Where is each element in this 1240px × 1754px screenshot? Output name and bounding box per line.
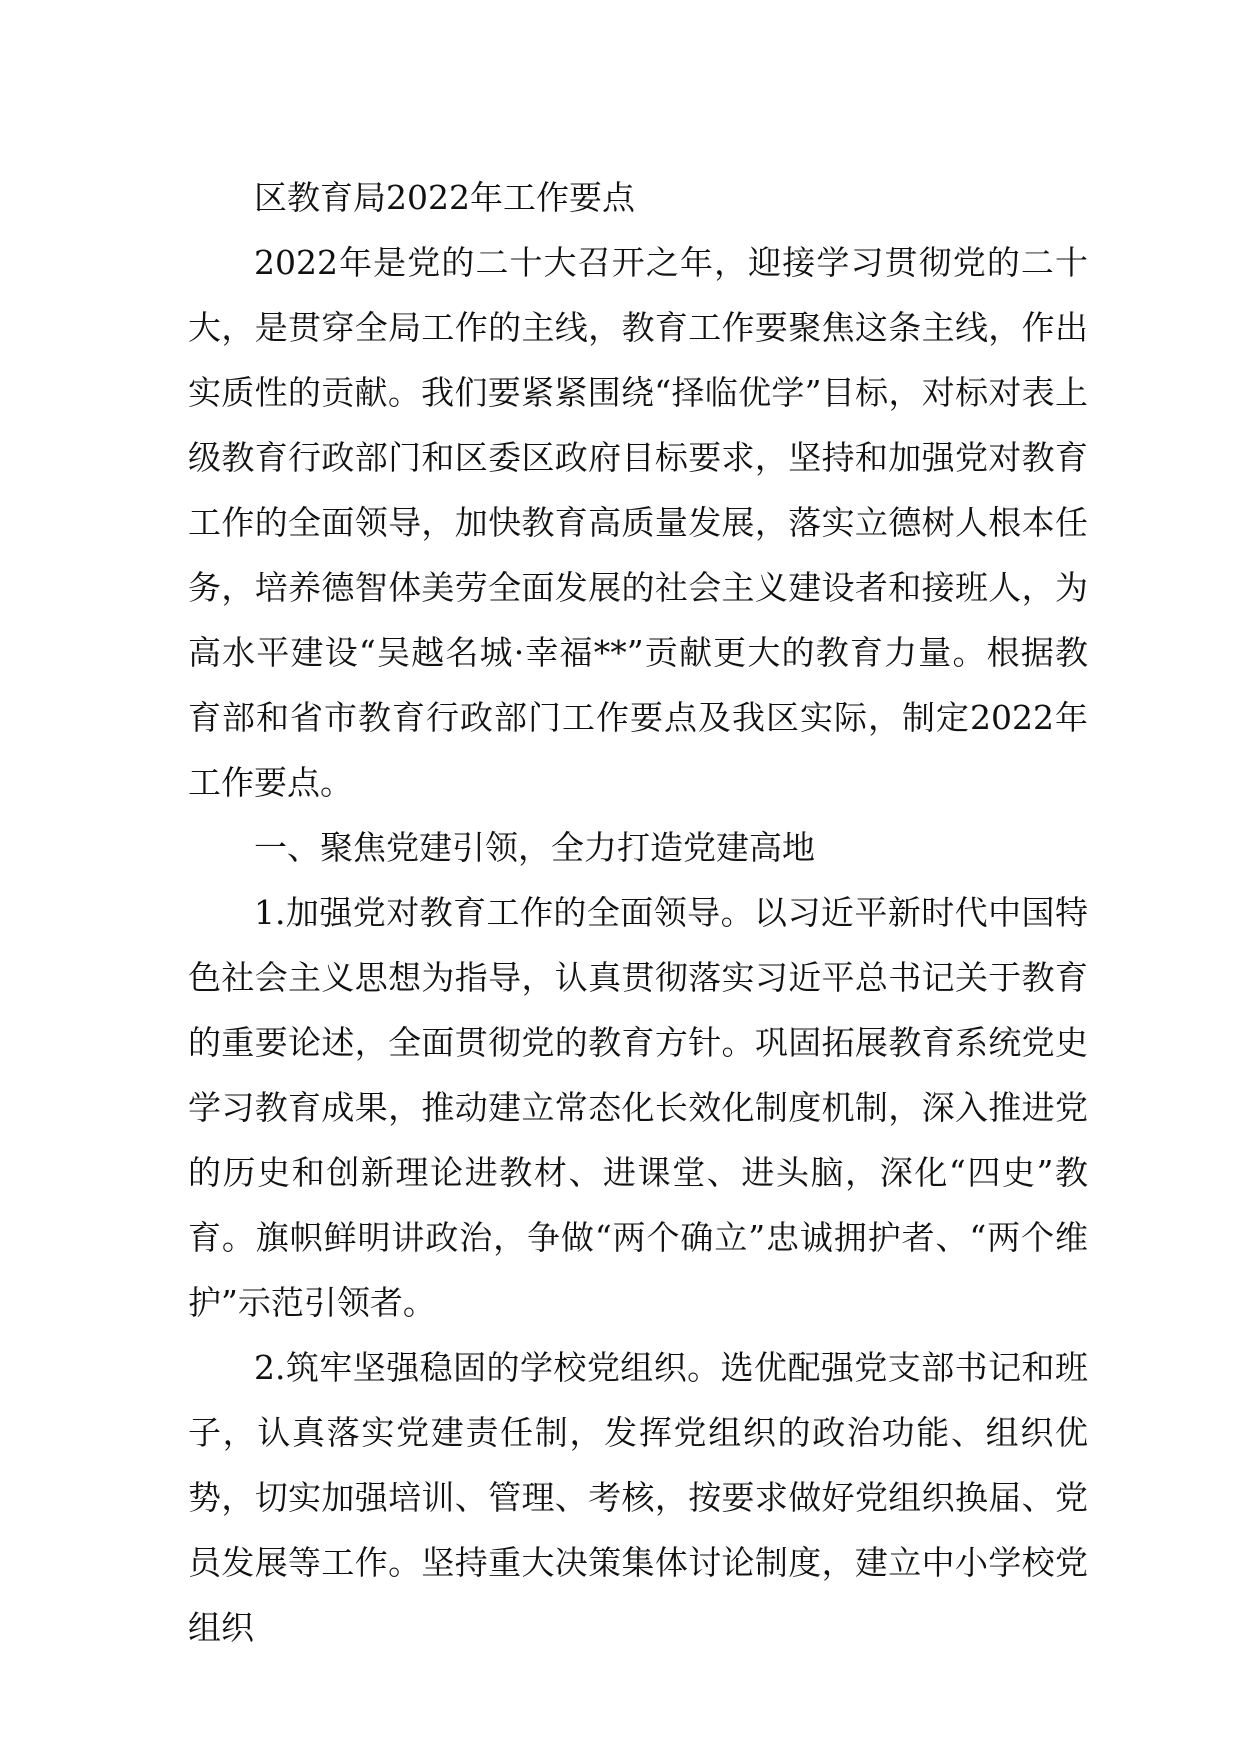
item-paragraph-2: 2.筑牢坚强稳固的学校党组织。选优配强党支部书记和班子，认真落实党建责任制，发挥党组织的政治功能、组织优势，切实加强培训、管理、考核，按要求做好党组织换届、党员发展等工作。坚持重大决策集体讨论制度，建立中小学校党组织: [188, 1348, 1088, 1647]
document-title: 区教育局2022年工作要点: [254, 178, 635, 217]
document-body: [188, 165, 1088, 1660]
section-heading-1: 一、聚焦党建引领，全力打造党建高地: [254, 828, 815, 867]
item-paragraph-1: 1.加强党对教育工作的全面领导。以习近平新时代中国特色社会主义思想为指导，认真贯彻落实习近平总书记关于教育的重要论述，全面贯彻党的教育方针。巩固拓展教育系统党史学习教育成果，推动建立常态化长效化制度机制，深入推进党的历史和创新理论进教材、进课堂、进头脑，深化“四史”教育。旗帜鲜明讲政治，争做“两个确立”忠诚拥护者、“两个维护”示范引领者。: [188, 893, 1088, 1322]
intro-paragraph: 2022年是党的二十大召开之年，迎接学习贯彻党的二十大，是贯穿全局工作的主线，教育工作要聚焦这条主线，作出实质性的贡献。我们要紧紧围绕“择临优学”目标，对标对表上级教育行政部门和区委区政府目标要求，坚持和加强党对教育工作的全面领导，加快教育高质量发展，落实立德树人根本任务，培养德智体美劳全面发展的社会主义建设者和接班人，为高水平建设“吴越名城·幸福**”贡献更大的教育力量。根据教育部和省市教育行政部门工作要点及我区实际，制定2022年工作要点。: [188, 243, 1088, 802]
